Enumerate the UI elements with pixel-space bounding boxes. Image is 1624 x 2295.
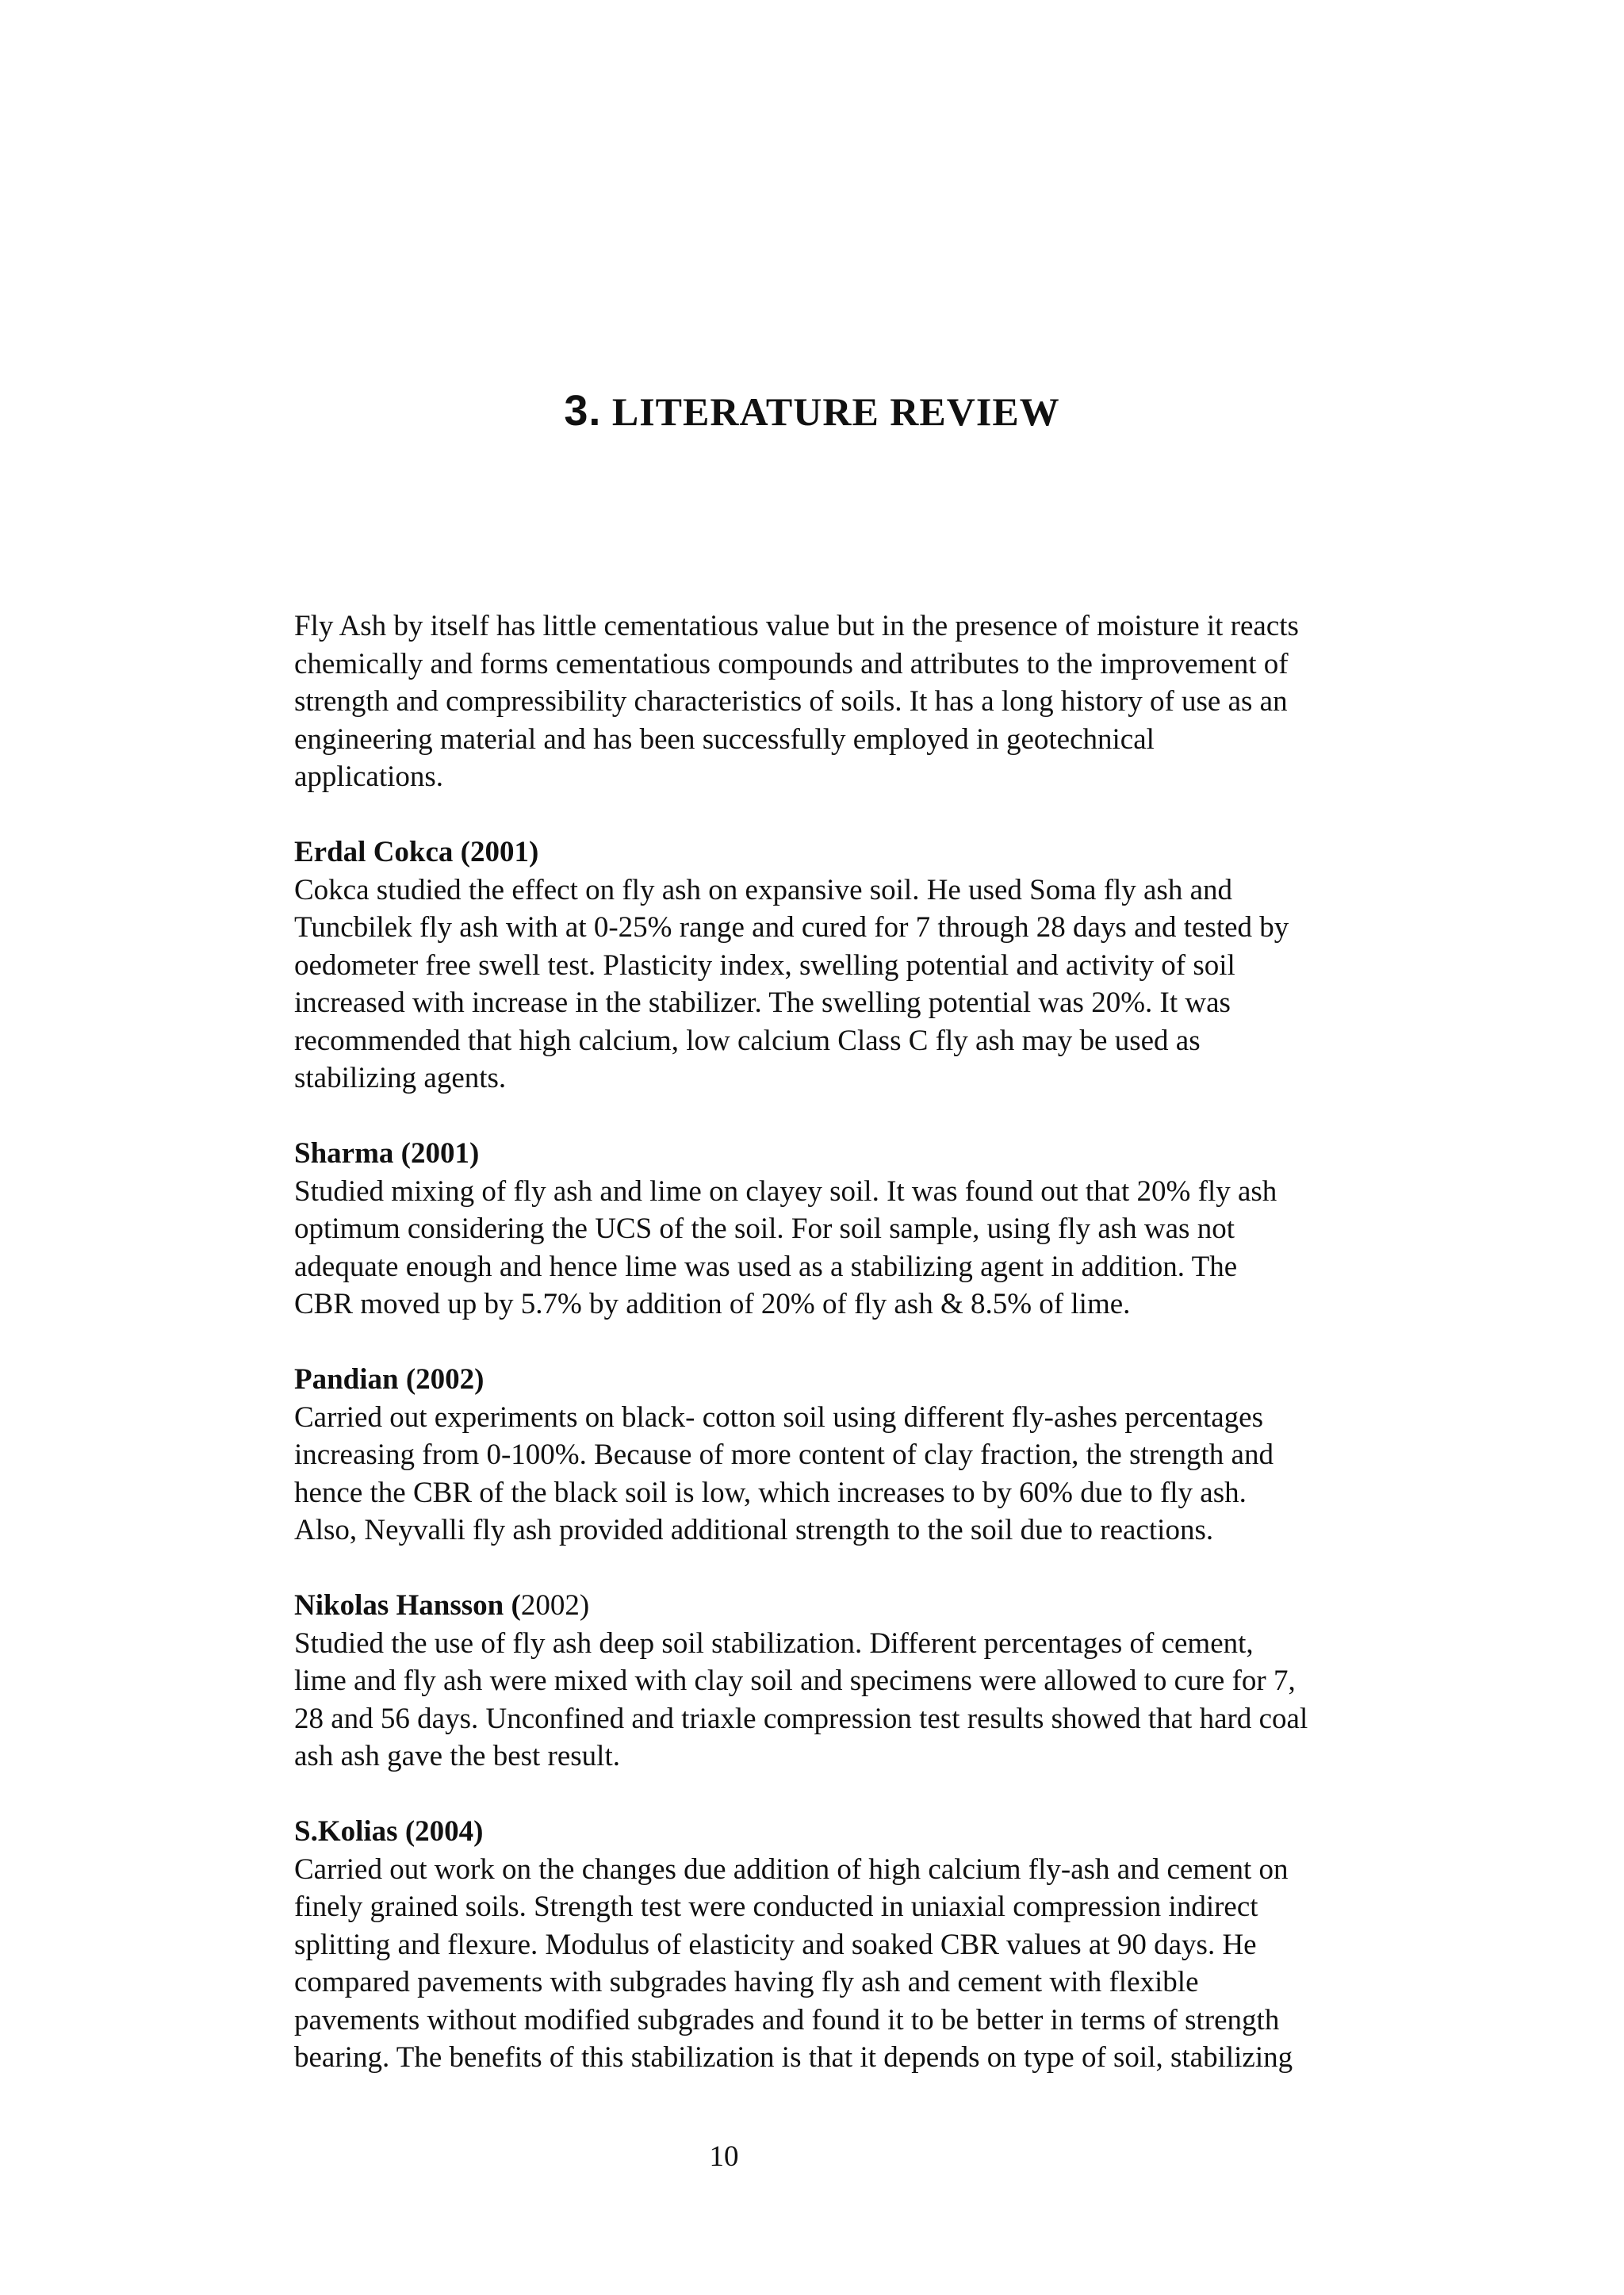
text-line: Fly Ash by itself has little cementatious value but in the presence of moisture it reacts xyxy=(294,610,1299,642)
text-line: pavements without modified subgrades and found it to be better in terms of strength xyxy=(294,2003,1280,2036)
text-line: engineering material and has been successfully employed in geotechnical xyxy=(294,722,1155,756)
section-pandian xyxy=(294,1361,1428,1550)
section-paragraph xyxy=(294,1625,1428,1776)
section-heading xyxy=(294,1135,1428,1173)
heading-bold-text: Erdal Cokca (2001) xyxy=(294,836,539,868)
text-line: adequate enough and hence lime was used as a stabilizing agent in addition. The xyxy=(294,1250,1238,1283)
text-line: strength and compressibility characteristics of soils. It has a long history of use as an xyxy=(294,685,1288,718)
chapter-number: 3. xyxy=(564,387,602,435)
text-line: bearing. The benefits of this stabilization is that it depends on type of soil, stabilizing xyxy=(294,2041,1293,2074)
section-heading xyxy=(294,1587,1428,1625)
document-body xyxy=(294,607,1428,2077)
heading-bold-text: Sharma (2001) xyxy=(294,1137,480,1170)
text-line: recommended that high calcium, low calcium Class C fly ash may be used as xyxy=(294,1024,1201,1057)
text-line: compared pavements with subgrades having fly ash and cement with flexible xyxy=(294,1966,1199,1998)
section-paragraph xyxy=(294,872,1428,1098)
heading-bold-text: Pandian (2002) xyxy=(294,1363,485,1396)
section-paragraph xyxy=(294,1173,1428,1324)
section-paragraph xyxy=(294,1399,1428,1550)
text-line: CBR moved up by 5.7% by addition of 20% of fly ash & 8.5% of lime. xyxy=(294,1288,1131,1320)
section-hansson xyxy=(294,1587,1428,1776)
text-line: Cokca studied the effect on fly ash on expansive soil. He used Soma fly ash and xyxy=(294,873,1233,906)
heading-bold-text: Nikolas Hansson ( xyxy=(294,1589,521,1622)
text-line: oedometer free swell test. Plasticity index, swelling potential and activity of soil xyxy=(294,948,1235,982)
text-line: increasing from 0-100%. Because of more content of clay fraction, the strength and xyxy=(294,1439,1274,1471)
text-line: ash ash gave the best result. xyxy=(294,1740,620,1772)
section-paragraph xyxy=(294,1851,1428,2077)
section-heading xyxy=(294,1361,1428,1399)
text-line: Also, Neyvalli fly ash provided additional strength to the soil due to reactions. xyxy=(294,1514,1214,1546)
text-line: Tuncbilek fly ash with at 0-25% range and cured for 7 through 28 days and tested by xyxy=(294,911,1289,944)
section-heading xyxy=(294,833,1428,872)
text-line: hence the CBR of the black soil is low, which increases to by 60% due to fly ash. xyxy=(294,1476,1247,1509)
text-line: finely grained soils. Strength test were conducted in uniaxial compression indirect xyxy=(294,1891,1258,1923)
chapter-title xyxy=(0,387,1624,435)
heading-rest-text: 2002) xyxy=(520,1589,590,1622)
section-cokca xyxy=(294,833,1428,1098)
text-line: increased with increase in the stabilizer. The swelling potential was 20%. It was xyxy=(294,987,1231,1019)
chapter-title-text: LITERATURE REVIEW xyxy=(611,389,1060,434)
text-line: lime and fly ash were mixed with clay soil and specimens were allowed to cure for 7, xyxy=(294,1665,1296,1697)
intro-paragraph xyxy=(294,607,1428,796)
text-line: Studied mixing of fly ash and lime on clayey soil. It was found out that 20% fly ash xyxy=(294,1174,1277,1208)
text-line: stabilizing agents. xyxy=(294,1062,507,1094)
text-line: Studied the use of fly ash deep soil stabilization. Different percentages of cement, xyxy=(294,1626,1254,1660)
text-line: applications. xyxy=(294,761,444,793)
text-line: Carried out experiments on black- cotton soil using different fly-ashes percentages xyxy=(294,1400,1263,1434)
section-sharma xyxy=(294,1135,1428,1324)
text-line: 28 and 56 days. Unconfined and triaxle compression test results showed that hard coal xyxy=(294,1702,1308,1735)
page-number: 10 xyxy=(709,2140,739,2173)
text-line: splitting and flexure. Modulus of elasticity and soaked CBR values at 90 days. He xyxy=(294,1928,1257,1961)
section-kolias xyxy=(294,1813,1428,2077)
text-line: chemically and forms cementatious compounds and attributes to the improvement of xyxy=(294,647,1289,680)
text-line: optimum considering the UCS of the soil. For soil sample, using fly ash was not xyxy=(294,1213,1235,1245)
section-heading xyxy=(294,1813,1428,1851)
heading-bold-text: S.Kolias (2004) xyxy=(294,1815,484,1848)
text-line: Carried out work on the changes due addition of high calcium fly-ash and cement on xyxy=(294,1852,1289,1886)
